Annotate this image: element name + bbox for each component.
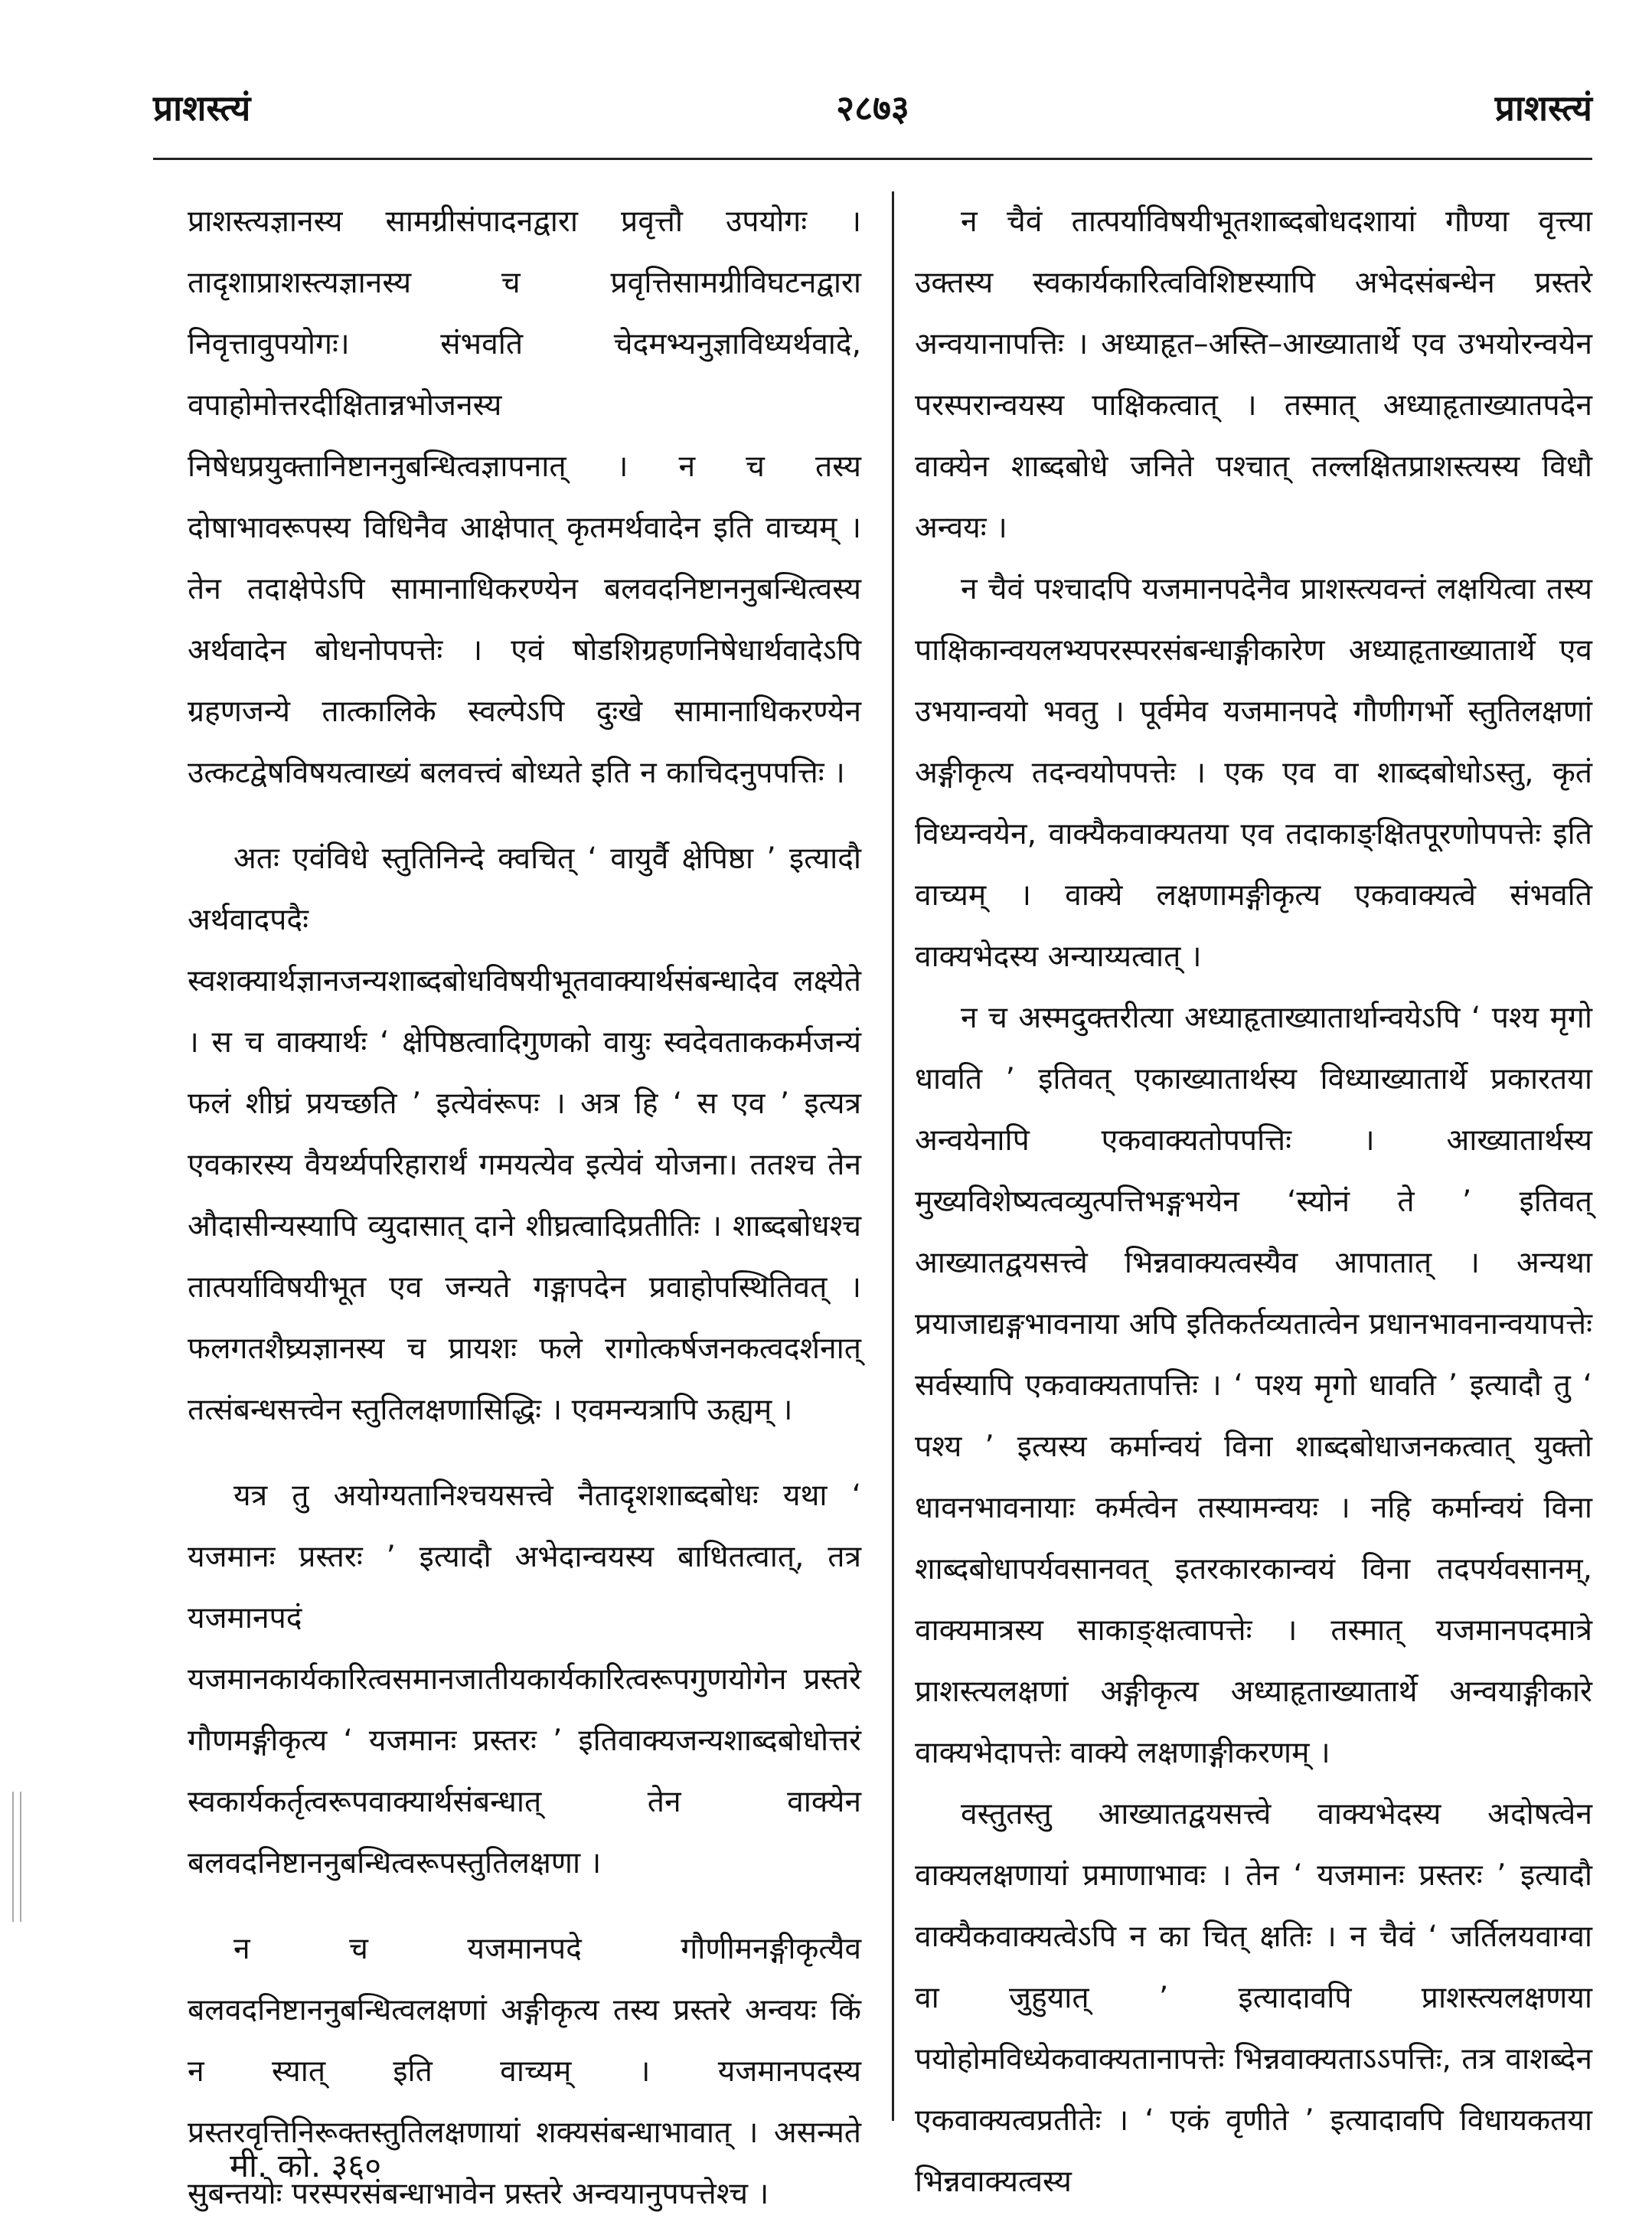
column-divider xyxy=(892,191,894,2121)
page-number: २८७३ xyxy=(836,87,909,129)
left-paragraph-3: यत्र तु अयोग्यतानिश्चयसत्त्वे नैतादृशशाब्दबोधः यथा ‘ यजमानः प्रस्तरः ’ इत्यादौ अभेदान्वयस्य बाधितत्वात्, तत्र यजमानपदं यजमानकार्यकारित्वसमानजातीयकार्यकारित्वरूपगुणयोगेन प्रस्तरे गौणमङ्गीकृत्य ‘ यजमानः प्रस्तरः ’ इतिवाक्यजन्यशाब्दबोधोत्तरं स्वकार्यकर्तृत्वरूपवाक्यार्थसंबन्धात् तेन वाक्येन बलवदनिष्टाननुबन्धित्वरूपस्तुतिलक्षणा । xyxy=(188,1478,861,1880)
margin-mark xyxy=(20,1792,21,1922)
left-paragraph-4: न च यजमानपदे गौणीमनङ्गीकृत्यैव बलवदनिष्टाननुबन्धित्वलक्षणां अङ्गीकृत्य तस्य प्रस्तरे अन्वयः किं न स्यात् इति वाच्यम् । यजमानपदस्य प्रस्तरवृत्तिनिरूक्तस्तुतिलक्षणायां शक्यसंबन्धाभावात् । असन्मते सुबन्तयोः परस्परसंबन्धाभावेन प्रस्तरे अन्वयानुपपत्तेश्च । xyxy=(188,1932,861,2211)
right-paragraph-2: न चैवं पश्चादपि यजमानपदेनैव प्राशस्त्यवन्तं लक्षयित्वा तस्य पाक्षिकान्वयलभ्यपरस्परसंबन्धाङ्गीकारेण अध्याहृताख्यातार्थे एव उभयान्वयो भवतु । पूर्वमेव यजमानपदे गौणीगर्भो स्तुतिलक्षणां अङ्गीकृत्य तदन्वयोपपत्तेः । एक एव वा शाब्दबोधोऽस्तु, कृतं विध्यन्वयेन, वाक्यैकवाक्यतया एव तदाकाङ्क्षितपूरणोपपत्तेः इति वाच्यम् । वाक्ये लक्षणामङ्गीकृत्य एकवाक्यत्वे संभवति वाक्यभेदस्य अन्याय्यत्वात् । xyxy=(915,572,1592,974)
right-column xyxy=(915,191,1592,2213)
running-header-right: प्राशस्त्यं xyxy=(1494,87,1592,129)
header-rule xyxy=(153,158,1592,160)
right-paragraph-1: न चैवं तात्पर्याविषयीभूतशाब्दबोधदशायां गौण्या वृत्त्या उक्तस्य स्वकार्यकारित्वविशिष्टस्यापि अभेदसंबन्धेन प्रस्तरे अन्वयानापत्तिः । अध्याहृत–अस्ति–आख्यातार्थे एव उभयोरन्वयेन परस्परान्वयस्य पाक्षिकत्वात् । तस्मात् अध्याहृताख्यातपदेन वाक्येन शाब्दबोधे जनिते पश्चात् तल्लक्षितप्राशस्त्यस्य विधौ अन्वयः । xyxy=(915,204,1592,545)
margin-mark xyxy=(12,1792,14,1922)
left-paragraph-2: अतः एवंविधे स्तुतिनिन्दे क्वचित् ‘ वायुर्वै क्षेपिष्ठा ’ इत्यादौ अर्थवादपदैः स्वशक्यार्थज्ञानजन्यशाब्दबोधविषयीभूतवाक्यार्थसंबन्धादेव लक्ष्येते । स च वाक्यार्थः ‘ क्षेपिष्ठत्वादिगुणको वायुः स्वदेवताककर्मजन्यं फलं शीघ्रं प्रयच्छति ’ इत्येवंरूपः । अत्र हि ‘ स एव ’ इत्यत्र एवकारस्य वैयर्थ्यपरिहारार्थं गमयत्येव इत्येवं योजना। ततश्च तेन औदासीन्यस्यापि व्युदासात् दाने शीघ्रत्वादिप्रतीतिः । शाब्दबोधश्च तात्पर्याविषयीभूत एव जन्यते गङ्गापदेन प्रवाहोपस्थितिवत् । फलगतशैघ्र्यज्ञानस्य च प्रायशः फले रागोत्कर्षजनकत्वदर्शनात् तत्संबन्धसत्त्वेन स्तुतिलक्षणासिद्धिः । एवमन्यत्रापि ऊह्यम् । xyxy=(188,841,861,1427)
left-column xyxy=(188,191,861,2225)
margin-marks xyxy=(12,1792,23,1922)
left-paragraph-1: प्राशस्त्यज्ञानस्य सामग्रीसंपादनद्वारा प्रवृत्तौ उपयोगः । तादृशाप्राशस्त्यज्ञानस्य च प्रवृत्तिसामग्रीविघटनद्वारा निवृत्तावुपयोगः। संभवति चेदमभ्यनुज्ञाविध्यर्थवादे, वपाहोमोत्तरदीक्षितान्नभोजनस्य निषेधप्रयुक्तानिष्टाननुबन्धित्वज्ञापनात् । न च तस्य दोषाभावरूपस्य विधिनैव आक्षेपात् कृतमर्थवादेन इति वाच्यम् । तेन तदाक्षेपेऽपि सामानाधिकरण्येन बलवदनिष्टाननुबन्धित्वस्य अर्थवादेन बोधनोपपत्तेः । एवं षोडशिग्रहणनिषेधार्थवादेऽपि ग्रहणजन्ये तात्कालिके स्वल्पेऽपि दुःखे सामानाधिकरण्येन उत्कटद्वेषविषयत्वाख्यं बलवत्त्वं बोध्यते इति न काचिदनुपपत्तिः । xyxy=(188,204,861,790)
right-paragraph-4: वस्तुतस्तु आख्यातद्वयसत्त्वे वाक्यभेदस्य अदोषत्वेन वाक्यलक्षणायां प्रमाणाभावः । तेन ‘ यजमानः प्रस्तरः ’ इत्यादौ वाक्यैकवाक्यत्वेऽपि न का चित् क्षतिः । न चैवं ‘ जर्तिलयवाग्वा वा जुहुयात् ’ इत्यादावपि प्राशस्त्यलक्षणया पयोहोमविध्येकवाक्यतानापत्तेः भिन्नवाक्यताऽऽपत्तिः, तत्र वाशब्देन एकवाक्यत्वप्रतीतेः । ‘ एकं वृणीते ’ इत्यादावपि विधायकतया भिन्नवाक्यत्वस्य xyxy=(915,1797,1592,2199)
right-paragraph-3: न च अस्मदुक्तरीत्या अध्याहृताख्यातार्थान्वयेऽपि ‘ पश्य मृगो धावति ’ इतिवत् एकाख्यातार्थस्य विध्याख्यातार्थे प्रकारतया अन्वयेनापि एकवाक्यतोपपत्तिः । आख्यातार्थस्य मुख्यविशेष्यत्वव्युत्पत्तिभङ्गभयेन ‘स्योनं ते ’ इतिवत् आख्यातद्वयसत्त्वे भिन्नवाक्यत्वस्यैव आपातात् । अन्यथा प्रयाजाद्यङ्गभावनाया अपि इतिकर्तव्यतात्वेन प्रधानभावनान्वयापत्तेः सर्वस्यापि एकवाक्यतापत्तिः । ‘ पश्य मृगो धावति ’ इत्यादौ तु ‘ पश्य ’ इत्यस्य कर्मान्वयं विना शाब्दबोधाजनकत्वात् युक्तो धावनभावनायाः कर्मत्वेन तस्यामन्वयः । नहि कर्मान्वयं विना शाब्दबोधापर्यवसानवत् इतरकारकान्वयं विना तदपर्यवसानम्, वाक्यमात्रस्य साकाङ्क्षत्वापत्तेः । तस्मात् यजमानपदमात्रे प्राशस्त्यलक्षणां अङ्गीकृत्य अध्याहृताख्यातार्थे अन्वयाङ्गीकारे वाक्यभेदापत्तेः वाक्ये लक्षणाङ्गीकरणम् । xyxy=(915,1001,1592,1770)
running-header-left: प्राशस्त्यं xyxy=(153,87,251,129)
footer-signature: मी. को. ३६० xyxy=(230,2147,382,2184)
